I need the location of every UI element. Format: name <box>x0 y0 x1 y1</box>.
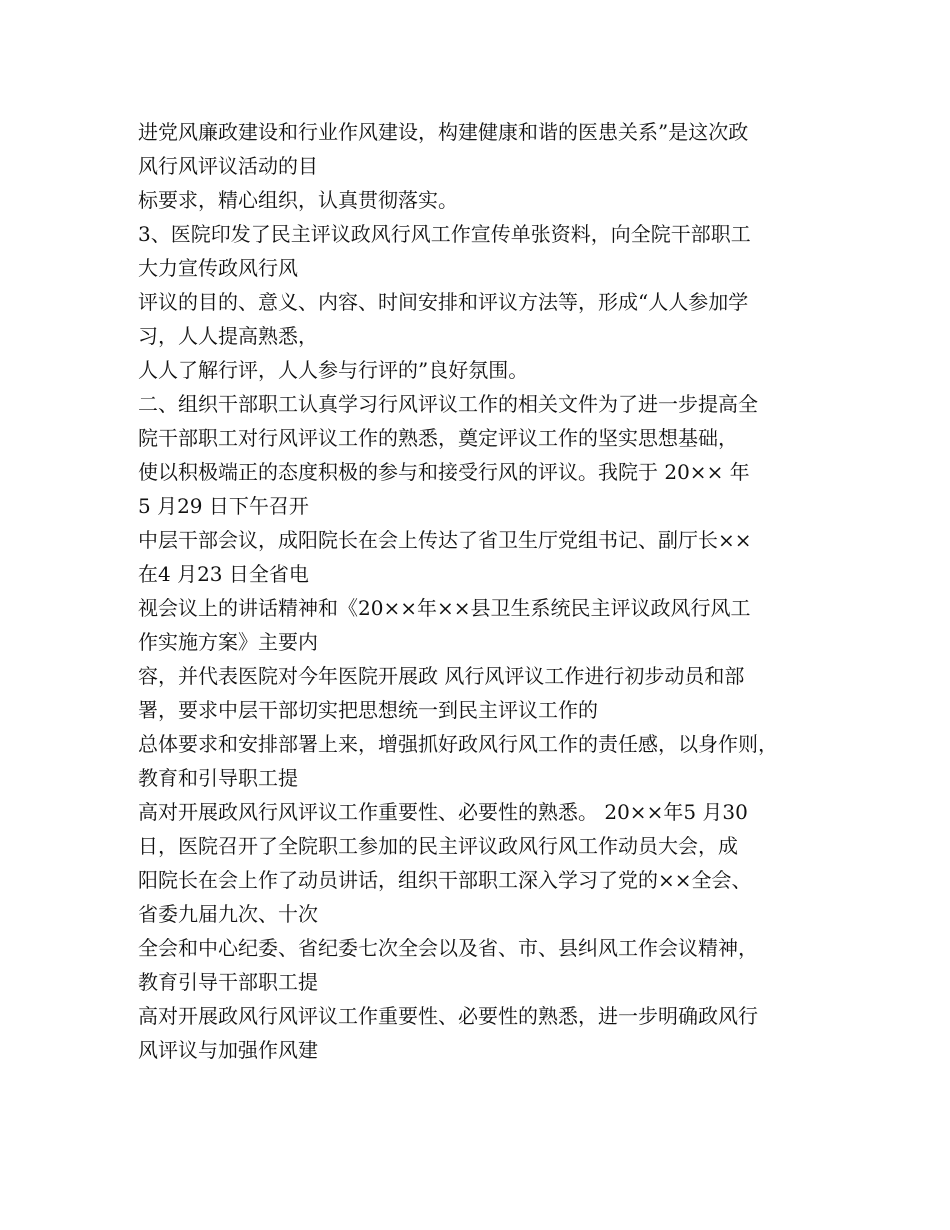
text-line: 阳院长在会上作了动员讲话，组织干部职工深入学习了党的××全会、 <box>138 868 752 892</box>
text-line: 评议的目的、意义、内容、时间安排和评议方法等，形成“人人参加学 <box>138 290 749 314</box>
text-line: 高对开展政风行风评议工作重要性、必要性的熟悉，进一步明确政风行 <box>138 1004 758 1028</box>
text-line: 风行风评议活动的目 <box>138 154 318 178</box>
text-line: 中层干部会议，成阳院长在会上传达了省卫生厅党组书记、副厅长×× <box>138 528 752 552</box>
text-line: 标要求，精心组织，认真贯彻落实。 <box>138 188 458 212</box>
text-line: 作实施方案》主要内 <box>138 630 318 654</box>
text-line: 在4 月23 日全省电 <box>138 562 309 586</box>
text-line: 省委九届九次、十次 <box>138 902 318 926</box>
text-line: 二、组织干部职工认真学习行风评议工作的相关文件为了进一步提高全 <box>138 392 758 416</box>
text-line: 3、医院印发了民主评议政风行风工作宣传单张资料，向全院干部职工 <box>138 222 751 246</box>
text-line: 总体要求和安排部署上来，增强抓好政风行风工作的责任感，以身作则， <box>138 732 778 756</box>
text-line: 进党风廉政建设和行业作风建设，构建健康和谐的医患关系”是这次政 <box>138 120 749 144</box>
text-line: 人人了解行评，人人参与行评的”良好氛围。 <box>138 358 529 382</box>
text-line: 习，人人提高熟悉， <box>138 324 318 348</box>
document-body <box>138 115 838 1067</box>
text-line: 署，要求中层干部切实把思想统一到民主评议工作的 <box>138 698 598 722</box>
text-line: 教育和引导职工提 <box>138 766 298 790</box>
text-line: 日，医院召开了全院职工参加的民主评议政风行风工作动员大会，成 <box>138 834 738 858</box>
text-line: 视会议上的讲话精神和《20××年××县卫生系统民主评议政风行风工 <box>138 596 751 620</box>
text-line: 院干部职工对行风评议工作的熟悉，奠定评议工作的坚实思想基础， <box>138 426 738 450</box>
text-line: 容，并代表医院对今年医院开展政 风行风评议工作进行初步动员和部 <box>138 664 745 688</box>
text-line: 使以积极端正的态度积极的参与和接受行风的评议。我院于 20×× 年 <box>138 460 750 484</box>
text-line: 大力宣传政风行风 <box>138 256 298 280</box>
text-line: 高对开展政风行风评议工作重要性、必要性的熟悉。 20××年5 月30 <box>138 800 748 824</box>
text-line: 风评议与加强作风建 <box>138 1038 318 1062</box>
text-line: 教育引导干部职工提 <box>138 970 318 994</box>
text-line: 全会和中心纪委、省纪委七次全会以及省、市、县纠风工作会议精神， <box>138 936 758 960</box>
text-line: 5 月29 日下午召开 <box>138 494 309 518</box>
